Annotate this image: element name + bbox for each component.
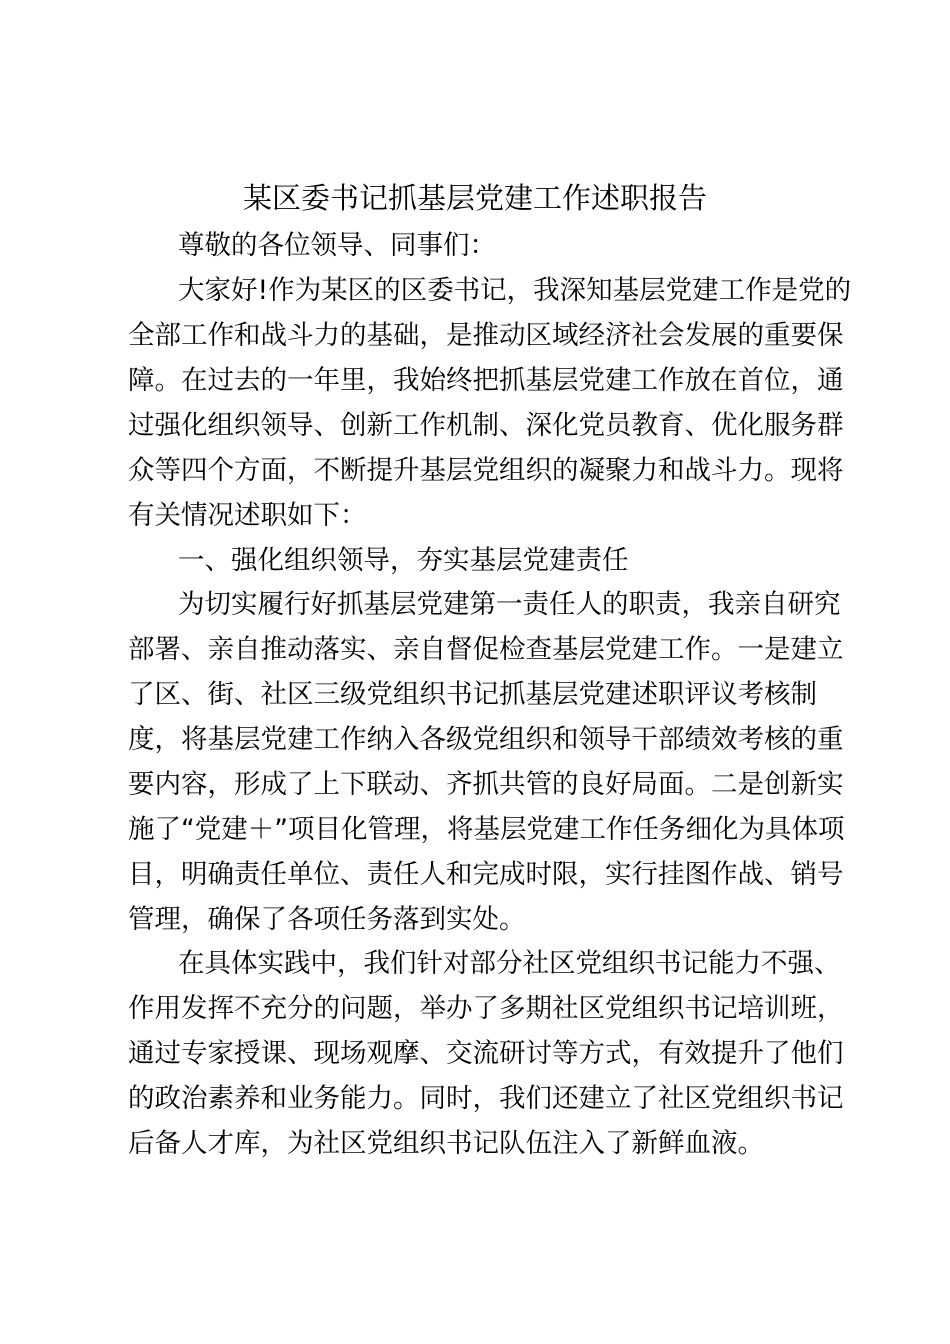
paragraph-line: 后备人才库，为社区党组织书记队伍注入了新鲜血液。 xyxy=(128,1128,764,1159)
paragraph-line: 障。在过去的一年里，我始终把抓基层党建工作放在首位，通 xyxy=(128,365,844,396)
paragraph-line: 管理，确保了各项任务落到实处。 xyxy=(128,904,526,935)
greeting-line: 尊敬的各位领导、同事们： xyxy=(178,230,496,261)
paragraph-line: 目，明确责任单位、责任人和完成时限，实行挂图作战、销号 xyxy=(128,859,844,890)
paragraph-line: 大家好!作为某区的区委书记，我深知基层党建工作是党的 xyxy=(178,275,852,306)
document-title: 某区委书记抓基层党建工作述职报告 xyxy=(242,181,707,215)
paragraph-line: 的政治素养和业务能力。同时，我们还建立了社区党组织书记 xyxy=(128,1083,844,1114)
paragraph-line: 部署、亲自推动落实、亲自督促检查基层党建工作。一是建立 xyxy=(128,634,844,665)
paragraph-line: 在具体实践中，我们针对部分社区党组织书记能力不强、 xyxy=(178,948,841,979)
paragraph-line: 作用发挥不充分的问题，举办了多期社区党组织书记培训班， xyxy=(128,993,844,1024)
paragraph-line: 要内容，形成了上下联动、齐抓共管的良好局面。二是创新实 xyxy=(128,769,844,800)
paragraph-line: 为切实履行好抓基层党建第一责任人的职责，我亲自研究 xyxy=(178,589,841,620)
paragraph-line: 施了“党建＋”项目化管理，将基层党建工作任务细化为具体项 xyxy=(128,814,845,845)
paragraph-line: 通过专家授课、现场观摩、交流研讨等方式，有效提升了他们 xyxy=(128,1038,844,1069)
paragraph-line: 有关情况述职如下： xyxy=(128,500,367,531)
paragraph-line: 全部工作和战斗力的基础，是推动区域经济社会发展的重要保 xyxy=(128,320,844,351)
paragraph-line: 度，将基层党建工作纳入各级党组织和领导干部绩效考核的重 xyxy=(128,724,844,755)
paragraph-line: 了区、街、社区三级党组织书记抓基层党建述职评议考核制 xyxy=(128,679,817,710)
paragraph-line: 过强化组织领导、创新工作机制、深化党员教育、优化服务群 xyxy=(128,410,844,441)
paragraph-line: 众等四个方面，不断提升基层党组织的凝聚力和战斗力。现将 xyxy=(128,455,844,486)
section-heading: 一、强化组织领导，夯实基层党建责任 xyxy=(178,545,629,576)
